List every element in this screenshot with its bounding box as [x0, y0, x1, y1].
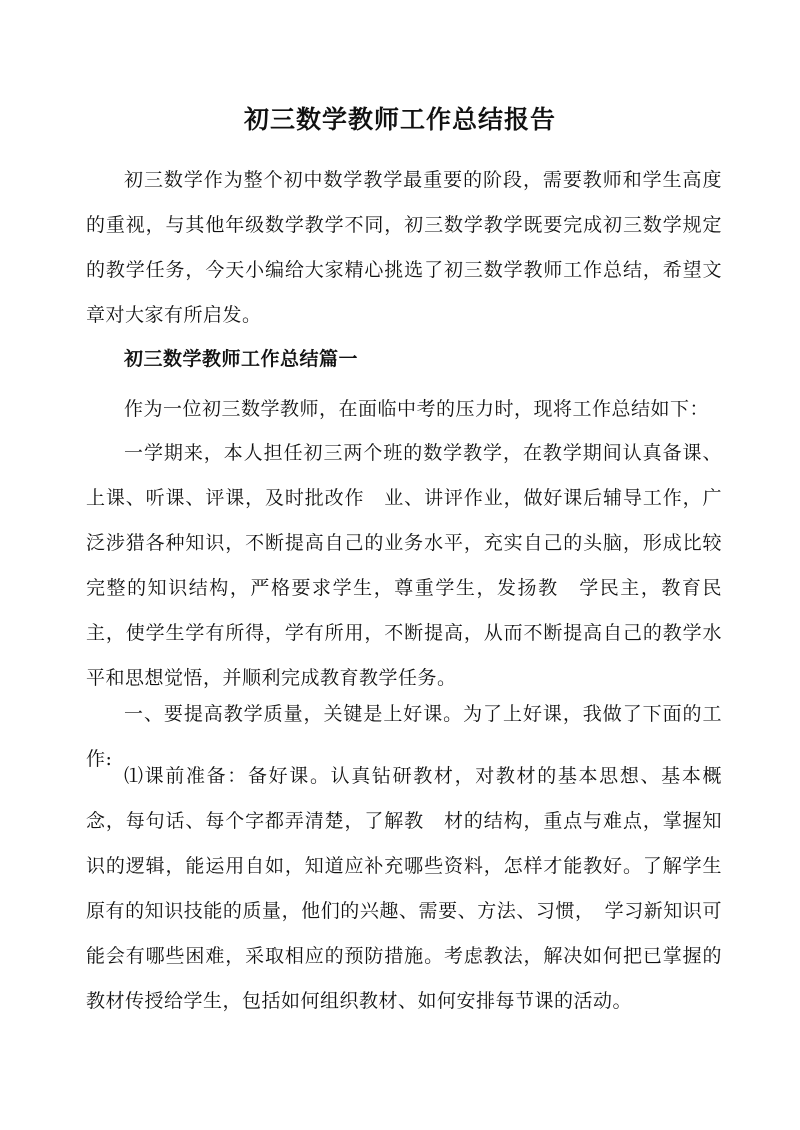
intro-paragraph: 初三数学作为整个初中数学教学最重要的阶段，需要教师和学生高度的重视，与其他年级数学教学不同，初三数学教学既要完成初三数学规定的教学任务，今天小编给大家精心挑选了初三数学教师工作总结，希望文章对大家有所启发。 [86, 169, 722, 326]
statement-paragraph: 作为一位初三数学教师，在面临中考的压力时，现将工作总结如下： [124, 398, 710, 420]
semester-paragraph: 一学期来，本人担任初三两个班的数学教学，在教学期间认真备课、上课、听课、评课，及时批改作 业、讲评作业，做好课后辅导工作，广泛涉猎各种知识，不断提高自己的业务水平，充实自己的头脑，形成比较完整的知识结构，严格要求学生，尊重学生，发扬教 学民主，教育民主，使学生学有所得，学有所用，不断提高，从而不断提高自己的教学水平和思想觉悟，并顺利完成教育教学任务。 [86, 442, 722, 689]
section-heading: 初三数学教师工作总结篇一 [124, 348, 359, 370]
document-title: 初三数学教师工作总结报告 [243, 105, 556, 134]
item-one-paragraph: 一、要提高教学质量，关键是上好课。为了上好课，我做了下面的工作: [86, 703, 722, 770]
lesson-prep-paragraph: ⑴课前准备：备好课。认真钻研教材，对教材的基本思想、基本概念，每句话、每个字都弄清楚，了解教 材的结构，重点与难点，掌握知识的逻辑，能运用自如，知道应补充哪些资料，怎样才能教好。了解学生原有的知识技能的质量，他们的兴趣、需要、方法、习惯， 学习新知识可能会有哪些困难，采取相应的预防措施。考虑教法，解决如何把已掌握的教材传授给学生，包括如何组织教材、如何安排每节课的活动。 [86, 765, 722, 1012]
